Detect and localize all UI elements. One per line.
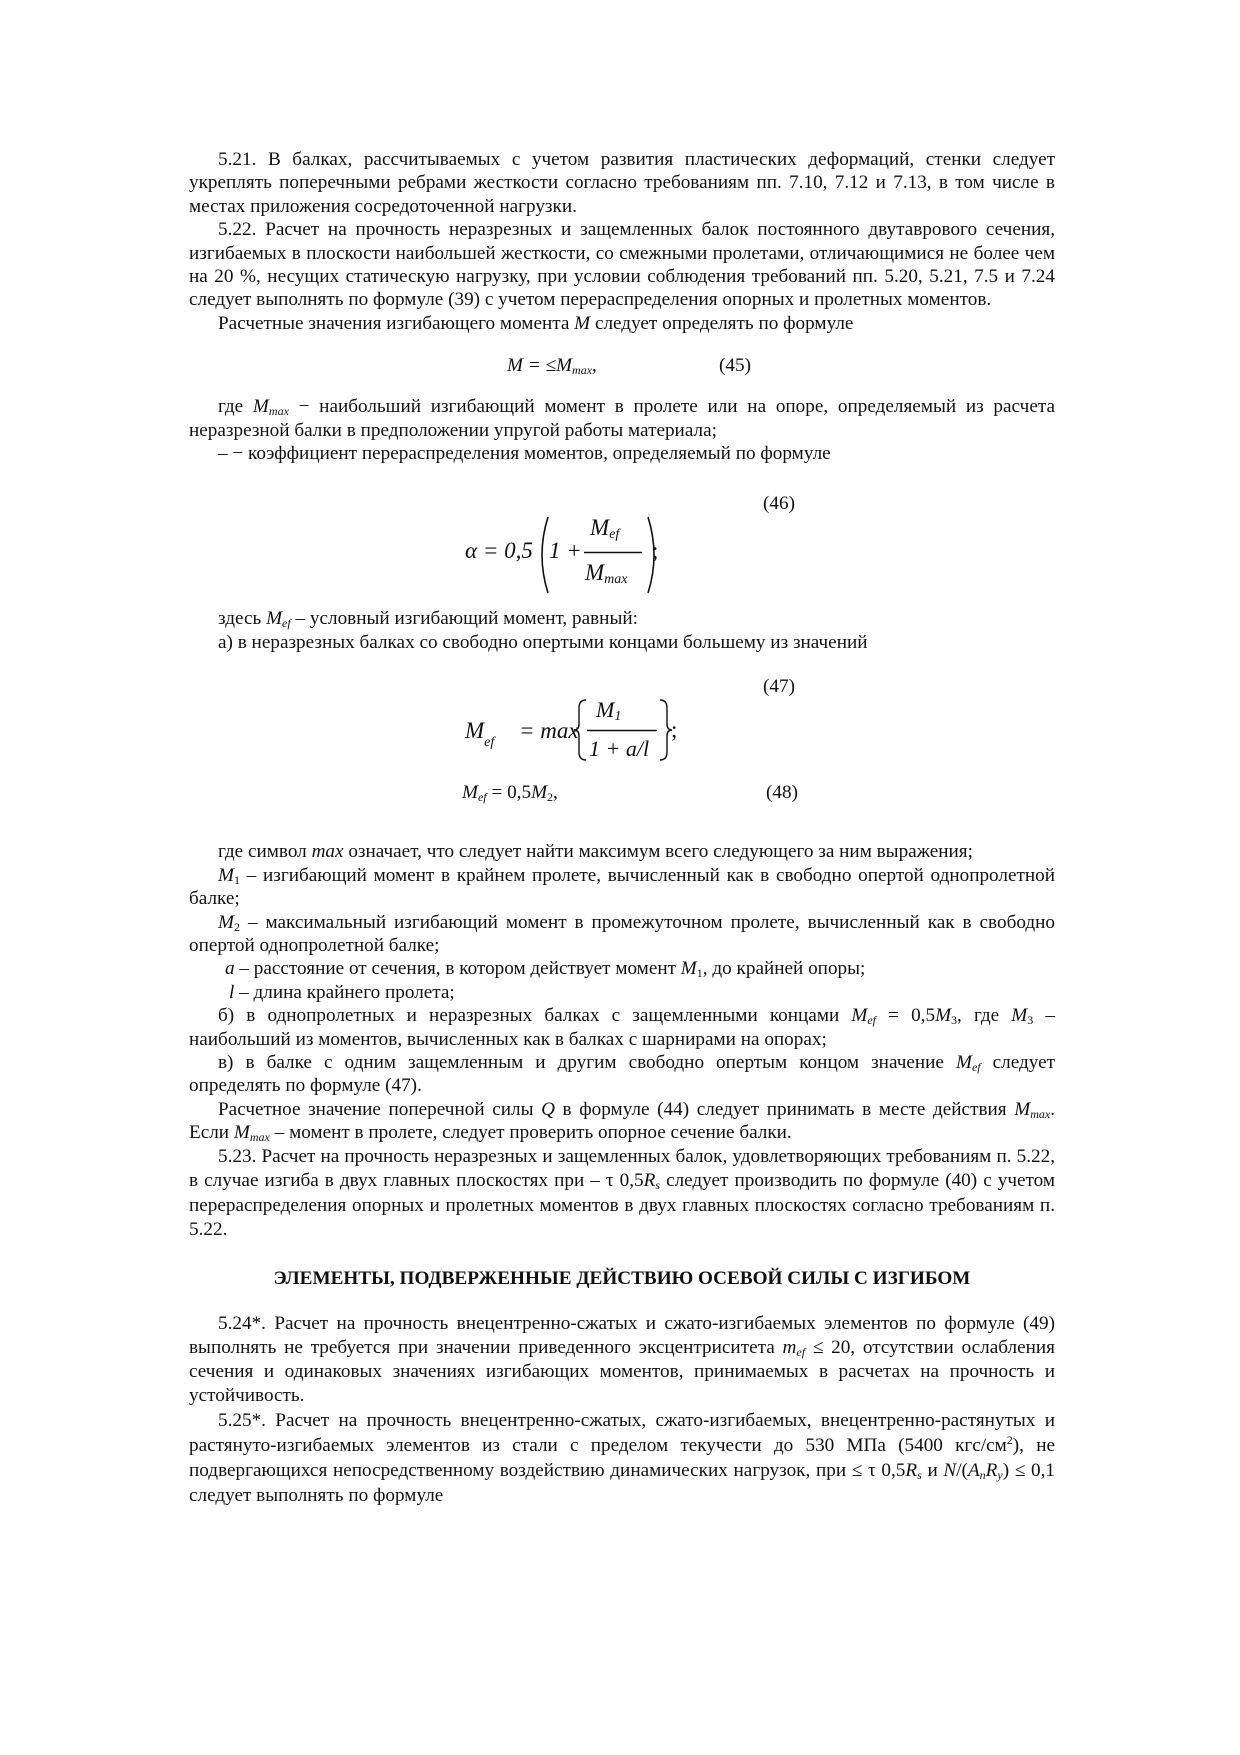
equation-number: (46) [763,493,795,515]
paragraph-calc-values: Расчетные значения изгибающего момента M следует определять по формуле [218,312,854,334]
equation-number: (47) [763,676,795,698]
paragraph-alpha-def: – − коэффициент перераспределения моментов, определяемый по формуле [218,443,831,465]
paragraph-5-23: 5.23. Расчет на прочность неразрезных и защемленных балок, удовлетворяющих требованиям п. 5.22, в случае изгиба в двух главных плоскостях при – τ $0,5R_s$ следует производить по формуле (40) с учетом перераспределения опорных и пролетных моментов в двух главных плоскостях согласно требованиям п. 5.22. [189,1145,1056,1241]
equation-number: (45) [719,355,751,377]
equation-46: (46) α = 0,5 1 + $M_{ef}$ $M_{max}$ ; [189,465,1055,607]
paragraph-l-def: l – длина крайнего пролета; [229,981,455,1003]
section-heading: ЭЛЕМЕНТЫ, ПОДВЕРЖЕННЫЕ ДЕЙСТВИЮ ОСЕВОЙ СИЛЫ С ИЗГИБОМ [273,1267,971,1289]
paragraph-case-b: б) в однопролетных и неразрезных балках с защемленными концами $M_{ef} = 0,5M_3$, где $M_3$ – наибольший из моментов, вычисленных как в балках с шарнирами на опорах; [189,1005,1055,1050]
paragraph-shear-force: Расчетное значение поперечной силы Q в формуле (44) следует принимать в месте действия $M_{max}$. Если $M_{max}$ – момент в пролете, следует проверить опорное сечение балки. [189,1098,1056,1145]
paragraph-5-24: 5.24*. Расчет на прочность внецентренно-сжатых и сжато-изгибаемых элементов по формуле (49) выполнять не требуется при значении приведенного эксцентриситета $m_{ef} \le 20$, отсутствии ослабления сечения и одинаковых значениях изгибающих моментов, принимаемых в расчетах на прочность и устойчивость. [189,1312,1055,1406]
paragraph-m2-def: $M_2$ – максимальный изгибающий момент в промежуточном пролете, вычисленный как в свободно опертой однопролетной балке; [189,911,1055,956]
paragraph-max-def: где символ max означает, что следует найти максимум всего следующего за ним выражения; [218,841,973,863]
paragraph-5-22: 5.22. Расчет на прочность неразрезных и защемленных балок постоянного двутаврового сечения, изгибаемых в плоскости наибольшей жесткости, со смежными пролетами, отличающимися не более чем на 20 %, несущих статическую нагрузку, при условии соблюдения требований пп. 5.20, 5.21, 7.5 и 7.24 следует выполнять по формуле (39) с учетом перераспределения опорных и пролетных моментов. [189,219,1055,311]
paragraph-m1-def: $M_1$ – изгибающий момент в крайнем пролете, вычисленный как в свободно опертой однопролетной балке; [189,864,1055,910]
paragraph-case-v: в) в балке с одним защемленным и другим свободно опертым концом значение $M_{ef}$ следует определять по формуле (47). [189,1051,1055,1097]
paragraph-5-21: 5.21. В балках, рассчитываемых с учетом развития пластических деформаций, стенки следует укреплять поперечными ребрами жесткости согласно требованиям пп. 7.10, 7.12 и 7.13, в том числе в местах приложения сосредоточенной нагрузки. [189,149,1055,217]
equation-45: $M = \le M_{max}$, (45) [507,355,751,378]
fraction-bar [587,729,659,732]
paragraph-case-a: а) в неразрезных балках со свободно опертыми концами большему из значений [218,631,868,653]
fraction-bar [584,551,644,554]
equation-number: (48) [766,782,798,804]
paragraph-a-def: a – расстояние от сечения, в котором действует момент $M_1$, до крайней опоры; [225,958,866,981]
paragraph-5-25: 5.25*. Расчет на прочность внецентренно-сжатых, сжато-изгибаемых, внецентренно-растянутых и растянуто-изгибаемых элементов из стали с пределом текучести до 530 МПа (5400 кгс/$см^2$), не подвергающихся непосредственному воздействию динамических нагрузок, при ≤ τ $0,5R_s$ и $N/(A_nR_y) \le 0,1$ следует выполнять по формуле [189,1409,1055,1506]
paragraph-mmax-def: где $M_{max}$ − наибольший изгибающий момент в пролете или на опоре, определяемый из расчета неразрезной балки в предположении упругой работы материала; [189,396,1055,441]
equation-47: (47) $M_{ef}$ = max $M_1$ 1 + a/l ; [465,676,795,762]
equation-48: $M_{ef} = 0,5M_2$, (48) [462,782,798,805]
document-page [189,148,1055,1508]
paragraph-mef-def: здесь $M_{ef}$ – условный изгибающий момент, равный: [218,608,638,631]
